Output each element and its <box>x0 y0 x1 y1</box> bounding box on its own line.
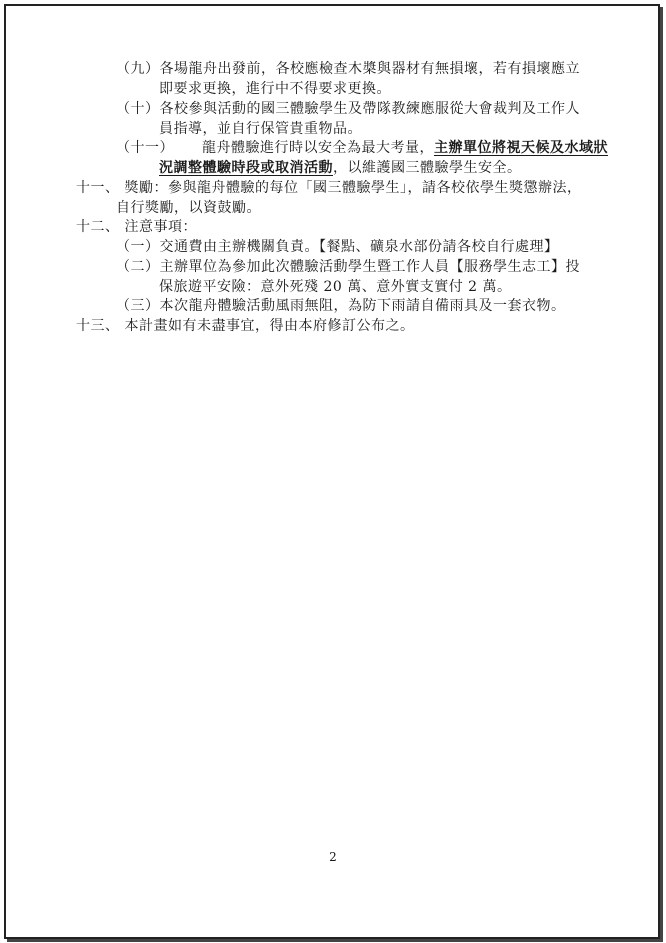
item-11-line-2 <box>159 159 522 177</box>
section-12-item-2-line-1: （二）主辦單位為參加此次體驗活動學生暨工作人員【服務學生志工】投 <box>116 259 580 275</box>
section-11-line-2: 自行獎勵，以資鼓勵。 <box>116 200 261 216</box>
section-12-heading: 十二、 注意事項： <box>76 219 197 235</box>
page-number: 2 <box>329 850 337 864</box>
item-11-line-2-emphasis: 況調整體驗時段或取消活動 <box>159 160 333 176</box>
section-11-line-1: 十一、 獎勵：參與龍舟體驗的每位「國三體驗學生」，請各校依學生獎懲辦法， <box>76 180 582 196</box>
section-12-item-1: （一）交通費由主辦機關負責。【餐點、礦泉水部份請各校自行處理】 <box>116 239 559 255</box>
section-13-line-1: 十三、 本計畫如有未盡事宜，得由本府修訂公布之。 <box>76 318 415 334</box>
item-10-line-2: 員指導，並自行保管貴重物品。 <box>159 121 362 137</box>
item-11-label: （十一） <box>116 140 174 156</box>
item-11-line-1-text: 龍舟體驗進行時以安全為最大考量， <box>202 140 434 156</box>
section-12-item-2-line-2: 保旅遊平安險：意外死殘 20 萬、意外實支實付 2 萬。 <box>159 279 512 295</box>
item-9-line-2: 即要求更換，進行中不得要求更換。 <box>159 81 391 97</box>
item-11-line-1-emphasis: 主辦單位將視天候及水域狀 <box>434 140 608 156</box>
section-12-item-3: （三）本次龍舟體驗活動風雨無阻，為防下雨請自備雨具及一套衣物。 <box>116 298 566 314</box>
item-9-line-1: （九）各場龍舟出發前，各校應檢查木槳與器材有無損壞，若有損壞應立 <box>116 61 580 77</box>
item-11-line-1 <box>116 139 608 157</box>
item-10-line-1: （十）各校參與活動的國三體驗學生及帶隊教練應服從大會裁判及工作人 <box>116 101 580 117</box>
item-11-line-2-text: ，以維護國三體驗學生安全。 <box>333 160 522 176</box>
